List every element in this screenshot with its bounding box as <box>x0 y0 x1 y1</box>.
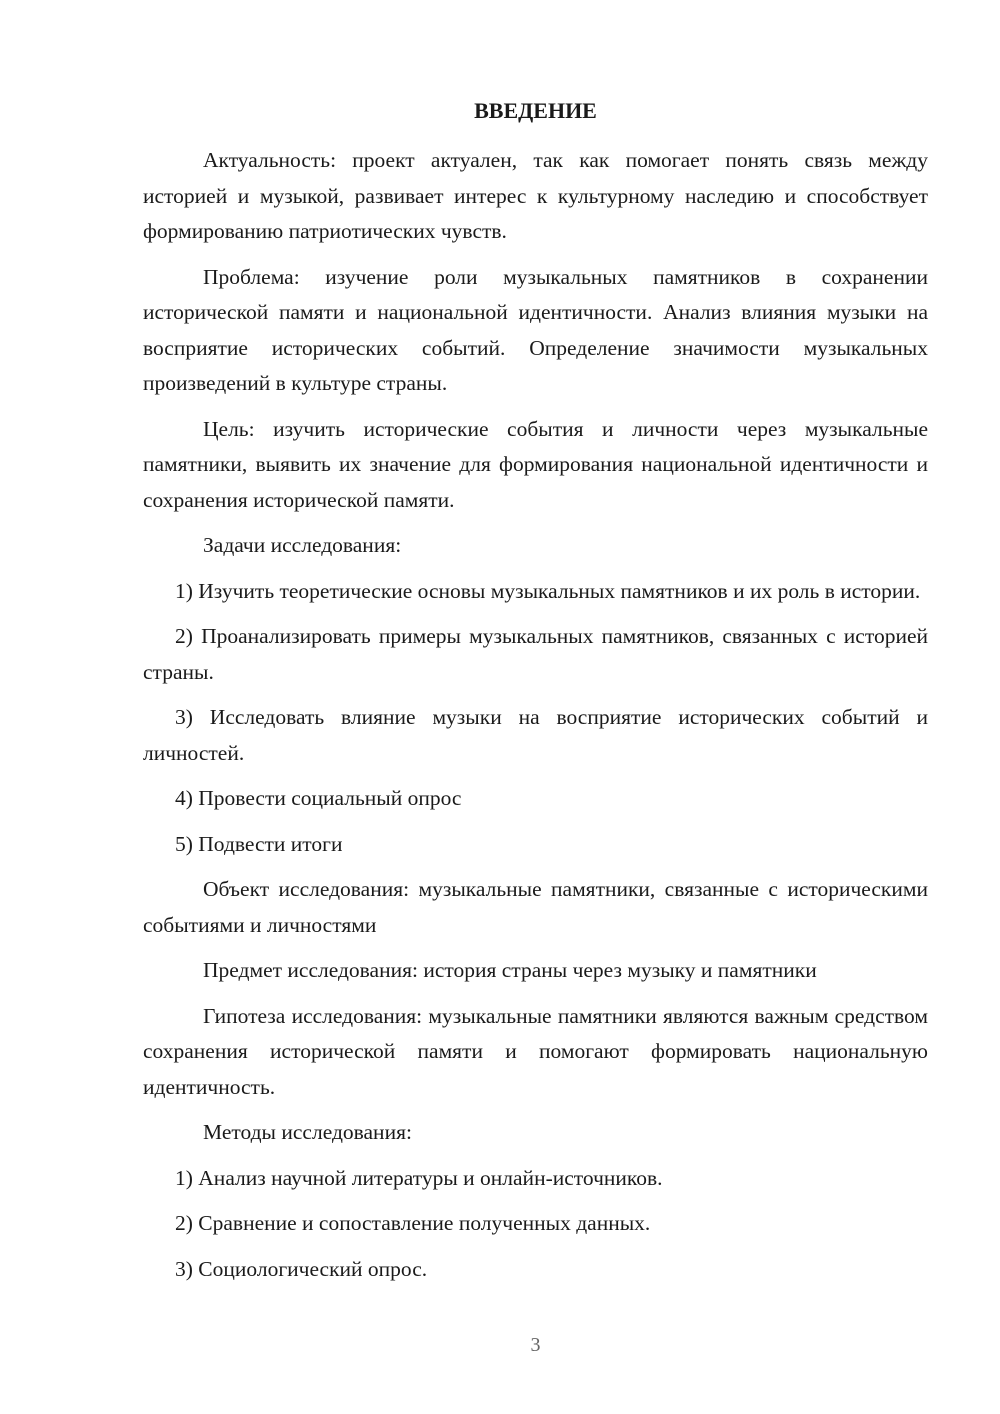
subject-paragraph: Предмет исследования: история страны через музыку и памятники <box>203 958 817 982</box>
method-item-2: 2) Сравнение и сопоставление полученных данных. <box>175 1211 651 1235</box>
methods-heading: Методы исследования: <box>203 1120 412 1144</box>
section-title: ВВЕДЕНИЕ <box>474 98 597 123</box>
task-item-4: 4) Провести социальный опрос <box>175 786 462 810</box>
tasks-heading: Задачи исследования: <box>203 533 402 557</box>
task-item-3: 3) Исследовать влияние музыки на восприятие исторических событий и личностей. <box>143 705 928 765</box>
goal-paragraph: Цель: изучить исторические события и личности через музыкальные памятники, выявить их значение для формирования национальной идентичности и сохранения исторической памяти. <box>143 416 928 512</box>
problem-paragraph: Проблема: изучение роли музыкальных памятников в сохранении исторической памяти и национальной идентичности. Анализ влияния музыки на восприятие исторических событий. Определение значимости музыкальных произведений в культуре страны. <box>143 264 928 395</box>
page-number: 3 <box>530 1334 541 1356</box>
task-item-5: 5) Подвести итоги <box>175 831 343 856</box>
task-item-1: 1) Изучить теоретические основы музыкальных памятников и их роль в истории. <box>175 578 921 603</box>
object-paragraph: Объект исследования: музыкальные памятники, связанные с историческими событиями и личностями <box>143 877 928 937</box>
relevance-paragraph: Актуальность: проект актуален, так как помогает понять связь между историей и музыкой, развивает интерес к культурному наследию и способствует формированию патриотических чувств. <box>143 148 928 243</box>
task-item-2: 2) Проанализировать примеры музыкальных памятников, связанных с историей страны. <box>143 624 928 684</box>
document-page <box>143 0 928 1414</box>
hypothesis-paragraph: Гипотеза исследования: музыкальные памятники являются важным средством сохранения исторической памяти и помогают формировать национальную идентичность. <box>143 1003 928 1099</box>
introduction-body <box>143 143 928 1297</box>
method-item-3: 3) Социологический опрос. <box>175 1256 428 1281</box>
method-item-1: 1) Анализ научной литературы и онлайн-источников. <box>175 1165 663 1190</box>
